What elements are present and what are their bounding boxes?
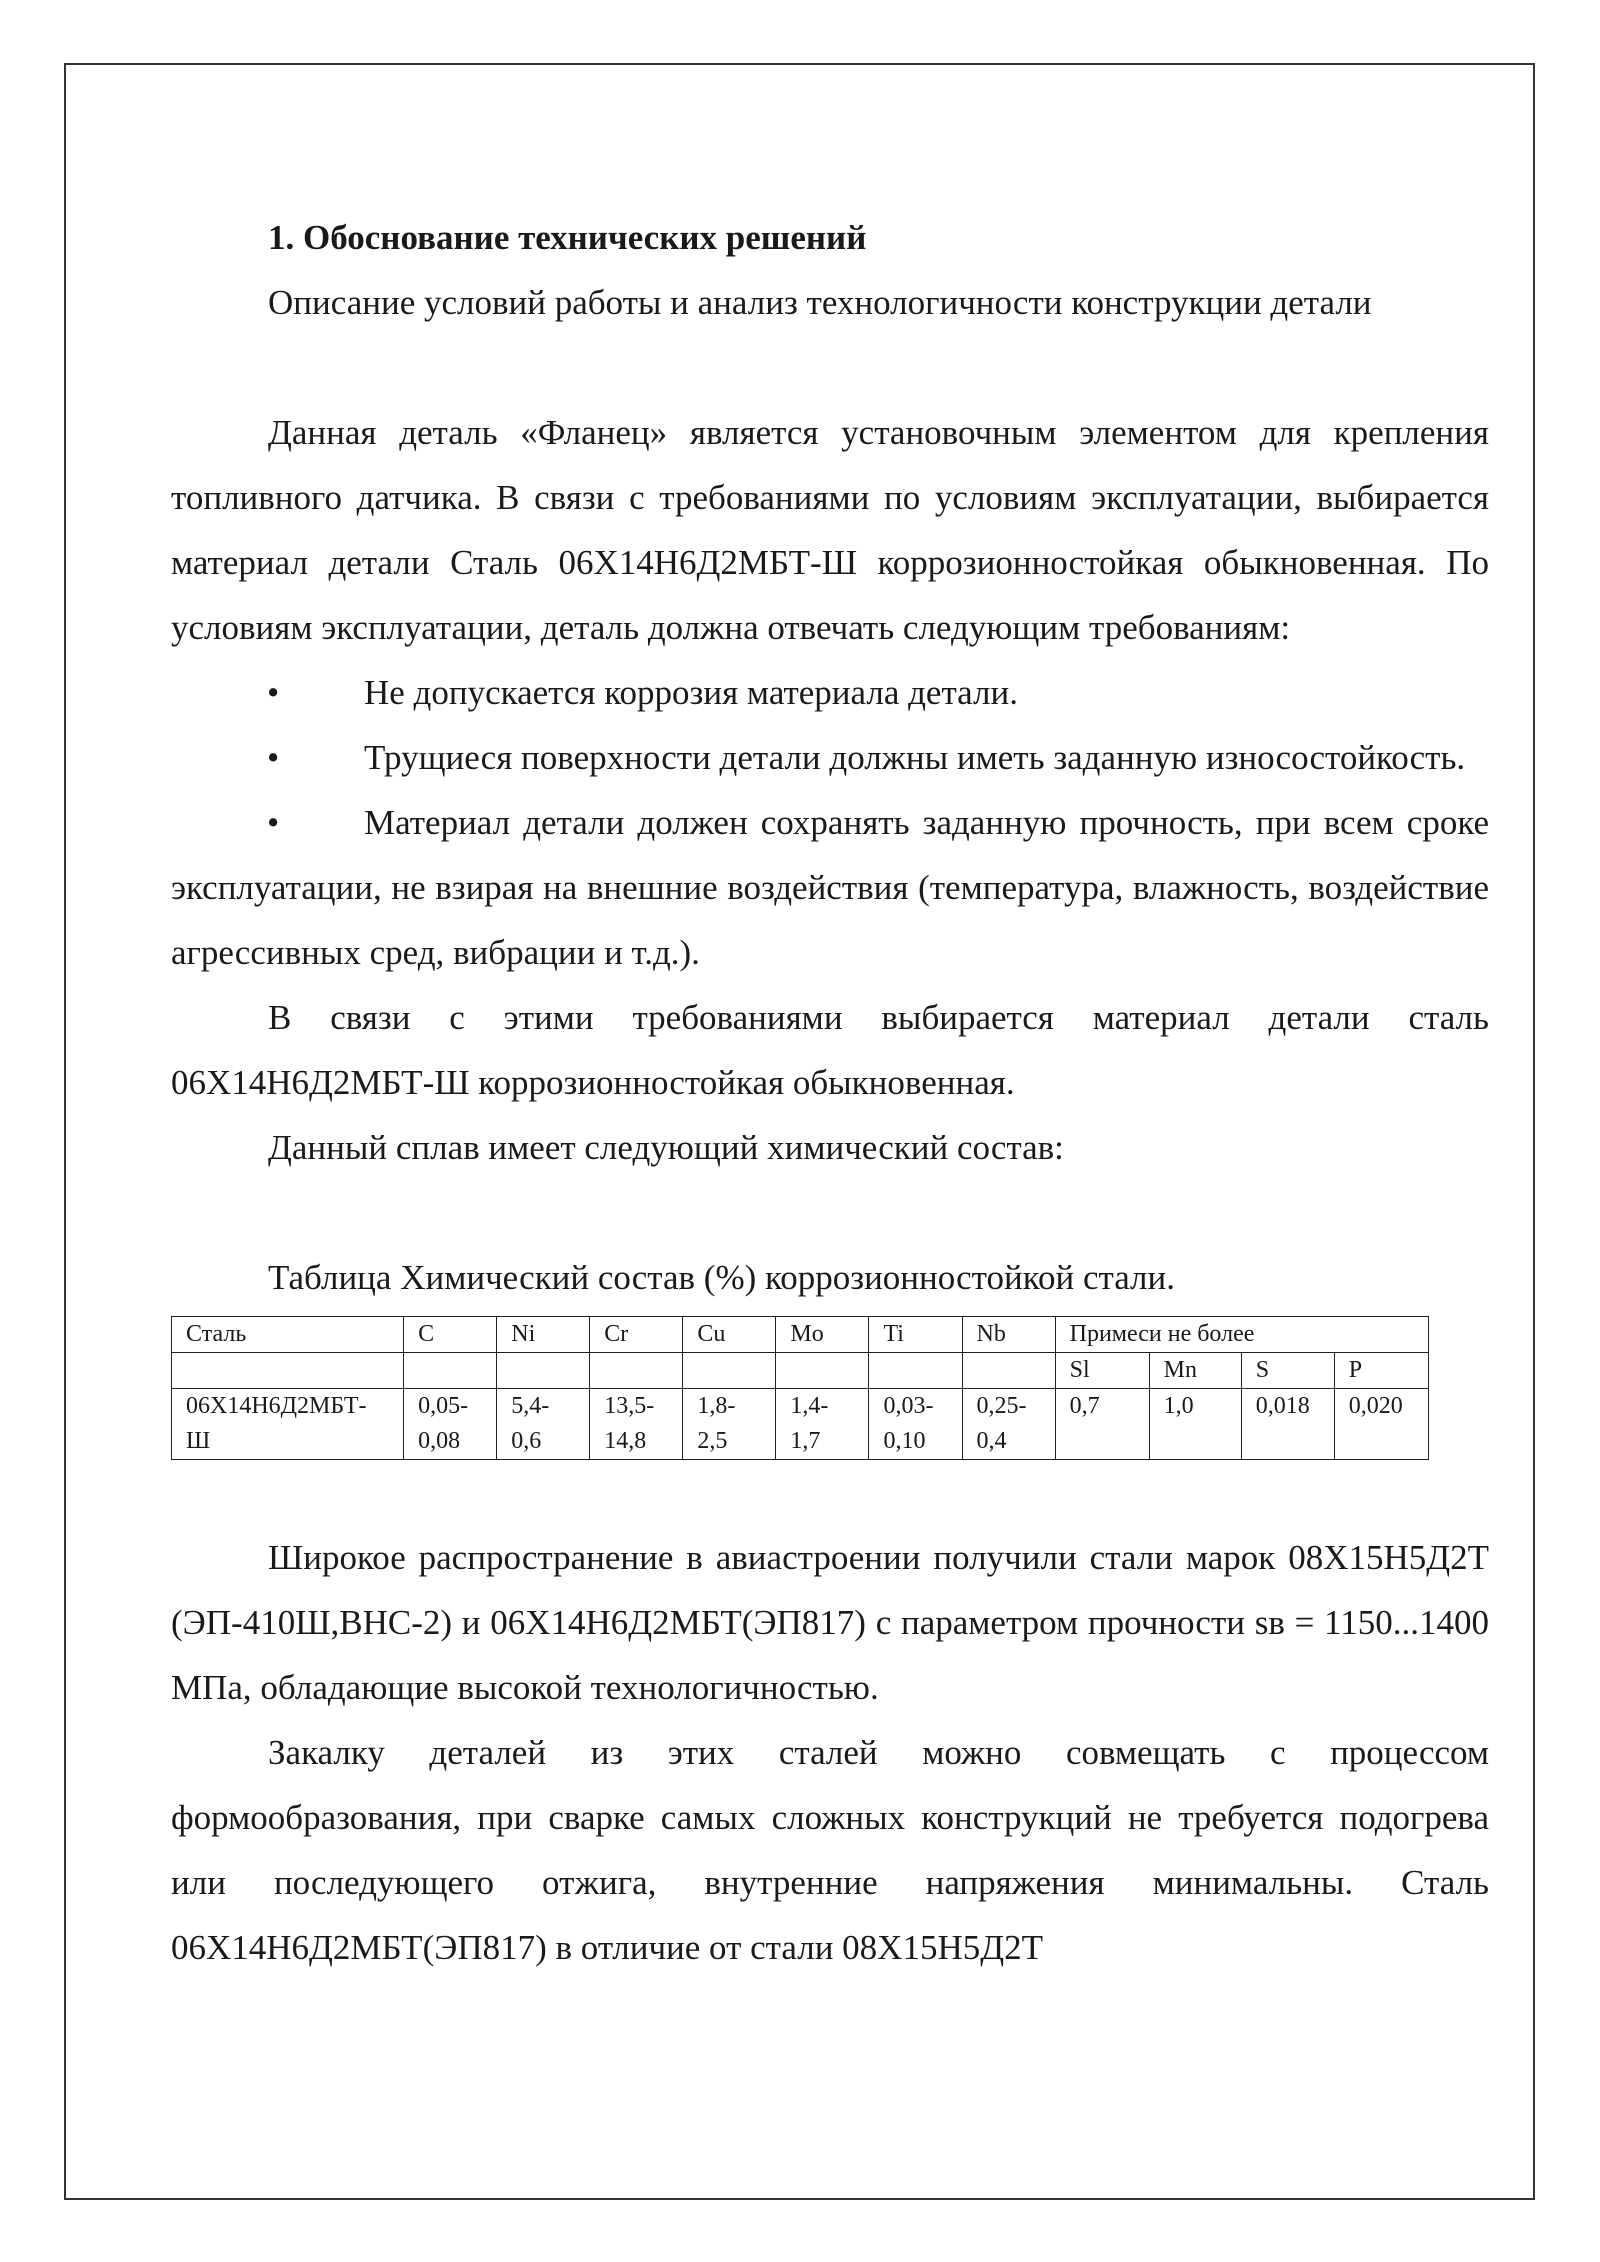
bullet-text: Не допускается коррозия материала детали.	[364, 673, 1018, 712]
paragraph-material: В связи с этими требованиями выбирается материал детали сталь 06Х14Н6Д2МБТ-Ш коррозионностойкая обыкновенная.	[171, 998, 1489, 1102]
paragraph-intro: Данная деталь «Фланец» является установочным элементом для крепления топливного датчика. В связи с требованиями по условиям эксплуатации, выбирается материал детали Сталь 06Х14Н6Д2МБТ-Ш коррозионностойкая обыкновенная. По условиям эксплуатации, деталь должна отвечать следующим требованиям:	[171, 413, 1489, 647]
table-header-cell: Сталь	[172, 1317, 404, 1353]
section-heading: 1. Обоснование технических решений	[268, 218, 867, 257]
table-cell: 0,25-0,4	[962, 1389, 1055, 1460]
bullet-icon: •	[267, 673, 280, 712]
bullet-text: Трущиеся поверхности детали должны иметь заданную износостойкость.	[364, 738, 1466, 777]
table-cell: 13,5-14,8	[590, 1389, 683, 1460]
table-header-cell: Cu	[683, 1317, 776, 1353]
bullet-text: Материал детали должен сохранять заданную прочность, при всем сроке эксплуатации, не взирая на внешние воздействия (температура, влажность, воздействие агрессивных сред, вибрации и т.д.).	[171, 803, 1489, 972]
table-header-cell: Mo	[776, 1317, 869, 1353]
paragraph-composition: Данный сплав имеет следующий химический состав:	[268, 1128, 1064, 1167]
table-cell: 1,4-1,7	[776, 1389, 869, 1460]
bullet-item	[171, 790, 1489, 985]
section-subheading: Описание условий работы и анализ технологичности конструкции детали	[268, 283, 1372, 322]
bullet-item	[171, 725, 1489, 790]
table-cell: 0,05-0,08	[404, 1389, 497, 1460]
table-subheader-cell: P	[1334, 1353, 1428, 1389]
table-cell: 0,020	[1334, 1389, 1428, 1460]
table-row	[172, 1389, 1429, 1460]
table-header-cell: C	[404, 1317, 497, 1353]
paragraph-aviation: Широкое распространение в авиастроении получили стали марок 08Х15Н5Д2Т (ЭП-410Ш,ВНС-2) и 06Х14Н6Д2МБТ(ЭП817) с параметром прочности sв = 1150...1400 МПа, обладающие высокой технологичностью.	[171, 1538, 1489, 1707]
table-cell: 0,7	[1055, 1389, 1149, 1460]
table-subheader-row	[172, 1353, 1429, 1389]
table-cell: 0,018	[1241, 1389, 1334, 1460]
table-cell: 5,4-0,6	[497, 1389, 590, 1460]
table-header-cell: Ni	[497, 1317, 590, 1353]
table-subheader-cell: Sl	[1055, 1353, 1149, 1389]
table-subheader-cell: Mn	[1149, 1353, 1241, 1389]
table-cell: 1,8-2,5	[683, 1389, 776, 1460]
chemical-composition-table	[171, 1316, 1429, 1460]
bullet-icon: •	[267, 803, 280, 842]
table-cell: 1,0	[1149, 1389, 1241, 1460]
bullet-item	[171, 660, 1489, 725]
table-header-cell: Ti	[869, 1317, 962, 1353]
table-cell: 06Х14Н6Д2МБТ-Ш	[172, 1389, 404, 1460]
table-header-cell: Nb	[962, 1317, 1055, 1353]
document-body	[171, 205, 1489, 1980]
bullet-icon: •	[267, 738, 280, 777]
paragraph-hardening: Закалку деталей из этих сталей можно совмещать с процессом формообразования, при сварке самых сложных конструкций не требуется подогрева или последующего отжига, внутренние напряжения минимальны. Сталь 06Х14Н6Д2МБТ(ЭП817) в отличие от стали 08Х15Н5Д2Т	[171, 1733, 1489, 1967]
table-cell: 0,03-0,10	[869, 1389, 962, 1460]
table-header-row	[172, 1317, 1429, 1353]
table-caption: Таблица Химический состав (%) коррозионностойкой стали.	[268, 1258, 1175, 1297]
table-header-cell: Примеси не более	[1055, 1317, 1428, 1353]
table-subheader-cell: S	[1241, 1353, 1334, 1389]
table-header-cell: Cr	[590, 1317, 683, 1353]
